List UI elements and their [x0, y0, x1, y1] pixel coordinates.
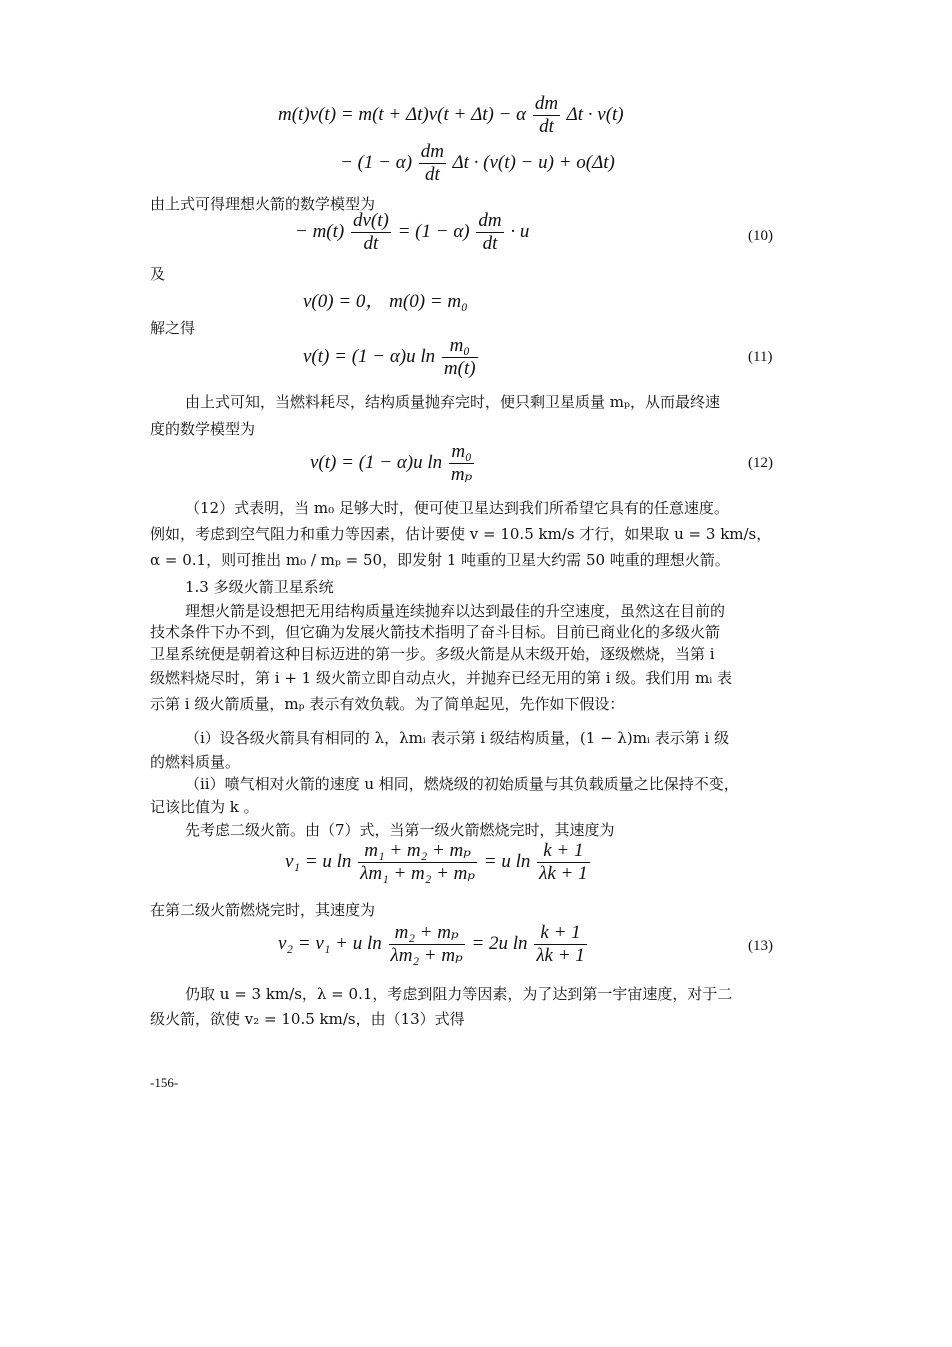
eq-a-frac-num: dm [534, 93, 559, 114]
equation-momentum-2 [340, 141, 615, 186]
text-line: 度的数学模型为 [150, 420, 256, 438]
eq-a-frac-den: dt [539, 116, 554, 137]
eq12-head: v(t) = (1 − α)u ln [310, 451, 443, 473]
text-line: 记该比值为 k 。 [150, 798, 259, 816]
v2-head: v₂ = v₁ + u ln [278, 932, 382, 954]
v1-head: v₁ = u ln [285, 850, 352, 872]
text-line: 级火箭，欲使 v₂ = 10.5 km/s，由（13）式得 [150, 1010, 465, 1028]
eq11-head: v(t) = (1 − α)u ln [303, 345, 436, 367]
text-line: 由上式可得理想火箭的数学模型为 [150, 195, 376, 213]
eq12-den: mₚ [450, 464, 473, 485]
v2-den2: λk + 1 [536, 945, 585, 966]
text-line: 在第二级火箭燃烧完时，其速度为 [150, 901, 376, 919]
equation-10 [295, 210, 529, 255]
text-line: （i）设各级火箭具有相同的 λ，λmᵢ 表示第 i 级结构质量，(1 − λ)mᵢ 表示第 i 级 [185, 729, 730, 747]
section-heading: 1.3 多级火箭卫星系统 [185, 578, 334, 596]
eq10-fraction-1 [351, 210, 391, 255]
eq-b-frac-den: dt [425, 164, 440, 185]
v2-num2: k + 1 [534, 922, 586, 945]
eq-b-tail: Δt · (v(t) − u) + o(Δt) [452, 151, 615, 173]
text-line: 级燃料烧尽时，第 i + 1 级火箭立即自动点火，并抛弃已经无用的第 i 级。我们用 mᵢ 表 [150, 669, 733, 687]
eq10-tail: · u [510, 220, 530, 242]
v1-num2: k + 1 [537, 840, 589, 863]
eq10-frac1-num: dv(t) [352, 210, 389, 231]
eq11-fraction [442, 335, 478, 380]
v2-num: m₂ + mₚ [389, 922, 465, 945]
eq-b-head: − (1 − α) [340, 151, 413, 173]
v1-den2: λk + 1 [539, 863, 588, 884]
v1-den: λm₁ + m₂ + mₚ [360, 863, 475, 884]
text-line: 理想火箭是设想把无用结构质量连续抛弃以达到最佳的升空速度，虽然这在目前的 [185, 602, 726, 620]
equation-number-11: (11) [748, 349, 773, 365]
equation-number-10: (10) [748, 228, 773, 244]
eq-b-fraction [419, 141, 446, 186]
equation-11 [303, 335, 480, 380]
v1-num: m₁ + m₂ + mₚ [358, 840, 477, 863]
eq-a-head: m(t)v(t) = m(t + Δt)v(t + Δt) − α [278, 103, 527, 125]
eq12-fraction [449, 441, 474, 486]
eq11-num: m₀ [442, 335, 478, 358]
equation-number-13: (13) [748, 938, 773, 954]
text-line: α = 0.1，则可推出 m₀ / mₚ = 50，即发射 1 吨重的卫星大约需 50 吨重的理想火箭。 [150, 551, 730, 569]
eq-a-tail: Δt · v(t) [566, 103, 624, 125]
v2-fraction-2 [534, 922, 586, 967]
equation-13 [278, 922, 589, 967]
equation-momentum-1 [278, 93, 624, 138]
eq10-frac1-den: dt [363, 233, 379, 254]
eq10-frac2-num: dm [478, 210, 502, 231]
text-line: 由上式可知，当燃料耗尽，结构质量抛弃完时，便只剩卫星质量 mₚ，从而最终速 [185, 393, 720, 411]
text-line: 卫星系统便是朝着这种目标迈进的第一步。多级火箭是从末级开始，逐级燃烧，当第 i [150, 645, 715, 663]
equation-v1 [285, 840, 592, 885]
text-line: 解之得 [150, 319, 196, 337]
eq-b-frac-num: dm [420, 141, 445, 162]
initial-conditions: v(0) = 0， m(0) = m₀ [303, 291, 468, 312]
v1-mid: = u ln [483, 850, 531, 872]
v1-fraction-2 [537, 840, 589, 885]
text-line: 仍取 u = 3 km/s，λ = 0.1，考虑到阻力等因素，为了达到第一宇宙速度，对于二 [185, 985, 733, 1003]
text-line: 的燃料质量。 [150, 753, 241, 771]
eq12-num: m₀ [449, 441, 474, 464]
eq10-mid: = (1 − α) [397, 220, 470, 242]
text-line: 例如，考虑到空气阻力和重力等因素，估计要使 v = 10.5 km/s 才行，如果取 u = 3 km/s， [150, 525, 772, 543]
v2-den: λm₂ + mₚ [390, 945, 463, 966]
text-line: 技术条件下办不到，但它确为发展火箭技术指明了奋斗目标。目前已商业化的多级火箭 [150, 623, 721, 641]
text-line: （ii）喷气相对火箭的速度 u 相同，燃烧级的初始质量与其负载质量之比保持不变， [185, 775, 739, 793]
equation-number-12: (12) [748, 455, 773, 471]
text-line: （12）式表明，当 m₀ 足够大时，便可使卫星达到我们所希望它具有的任意速度。 [185, 499, 729, 517]
eq10-frac2-den: dt [482, 233, 498, 254]
eq-a-fraction [533, 93, 560, 138]
equation-12 [310, 441, 476, 486]
eq10-head: − m(t) [295, 220, 345, 242]
eq10-fraction-2 [476, 210, 503, 255]
v2-fraction-1 [389, 922, 465, 967]
text-line: 先考虑二级火箭。由（7）式，当第一级火箭燃烧完时，其速度为 [185, 821, 615, 839]
text-line: 示第 i 级火箭质量，mₚ 表示有效负载。为了简单起见，先作如下假设： [150, 695, 625, 713]
page-number: -156- [150, 1075, 179, 1090]
v1-fraction-1 [358, 840, 477, 885]
eq11-den: m(t) [443, 358, 476, 379]
text-line: 及 [150, 265, 166, 283]
v2-mid: = 2u ln [471, 932, 528, 954]
